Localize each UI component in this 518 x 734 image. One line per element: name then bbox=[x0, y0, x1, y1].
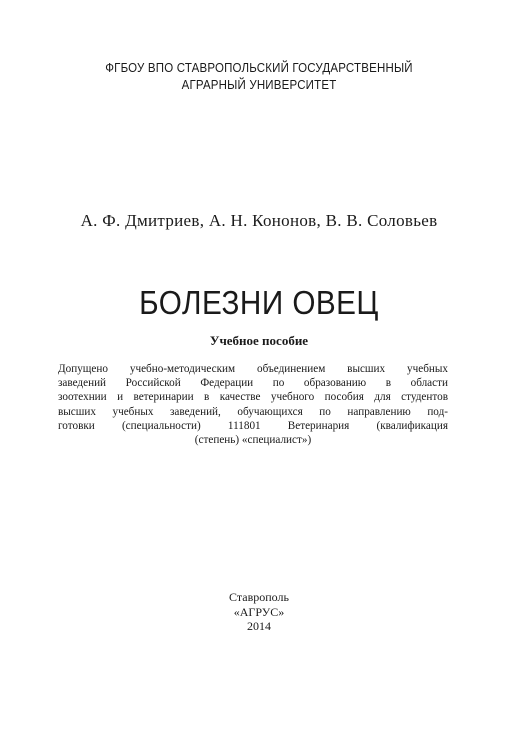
book-title: БОЛЕЗНИ ОВЕЦ bbox=[139, 284, 379, 321]
approval-statement bbox=[58, 362, 448, 447]
approval-line: (степень) «специалист») bbox=[194, 434, 312, 447]
approval-line: Допущено учебно-методическим объединением высших учебных bbox=[58, 363, 448, 375]
institution-line-1: ФГБОУ ВПО СТАВРОПОЛЬСКИЙ ГОСУДАРСТВЕННЫЙ bbox=[105, 61, 413, 75]
imprint bbox=[0, 590, 518, 634]
authors: А. Ф. Дмитриев, А. Н. Кононов, В. В. Соловьев bbox=[80, 211, 438, 230]
institution-line-2: АГРАРНЫЙ УНИВЕРСИТЕТ bbox=[181, 78, 337, 92]
approval-line: заведений Российской Федерации по образованию в области bbox=[58, 377, 448, 390]
book-subtitle: Учебное пособие bbox=[209, 333, 309, 348]
approval-line: зоотехнии и ветеринарии в качестве учебного пособия для студентов bbox=[58, 391, 448, 404]
approval-line: готовки (специальности) 111801 Ветеринария (квалификация bbox=[58, 419, 448, 432]
imprint-publisher: «АГРУС» bbox=[233, 604, 285, 619]
approval-line: высших учебных заведений, обучающихся по направлению под- bbox=[58, 405, 448, 418]
institution-name bbox=[21, 60, 498, 94]
imprint-city: Ставрополь bbox=[229, 590, 289, 604]
imprint-year: 2014 bbox=[247, 619, 271, 633]
